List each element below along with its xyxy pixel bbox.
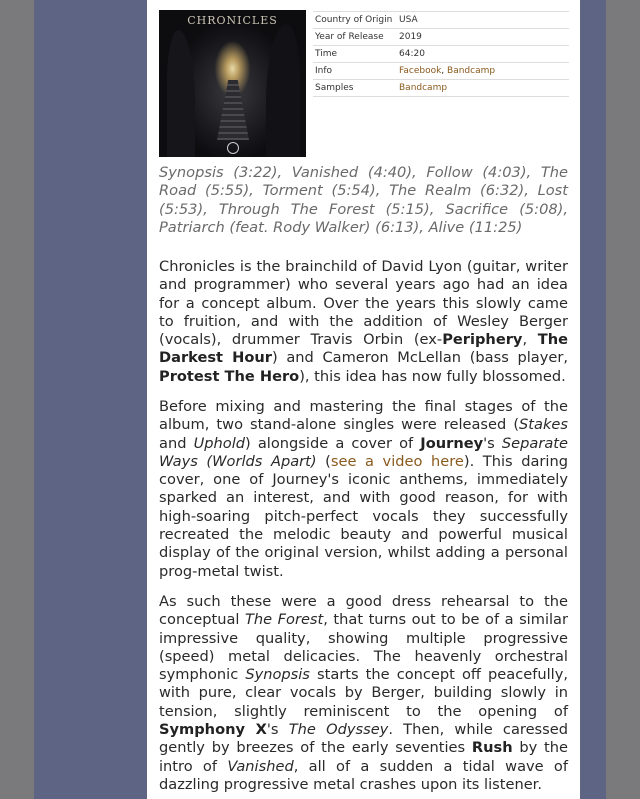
text-run: , all of a sudden a tidal wave of dazzling progressive metal crashes upon its listener. xyxy=(159,757,568,793)
video-link[interactable]: see a video here xyxy=(330,452,464,470)
text-run: 's xyxy=(266,721,289,739)
text-run: ) alongside a cover of xyxy=(245,434,421,452)
info-label: Time xyxy=(313,46,397,63)
album-info-table xyxy=(313,11,569,97)
song-title: Synopsis xyxy=(245,666,310,684)
song-title: Vanished xyxy=(227,757,294,775)
band-name: Rush xyxy=(471,739,513,757)
text-run: by the intro of xyxy=(159,739,568,775)
info-value: 2019 xyxy=(397,29,569,46)
album-cover xyxy=(159,10,306,157)
cover-logo-icon xyxy=(227,142,239,154)
facebook-link[interactable]: Facebook xyxy=(399,66,442,76)
info-label: Info xyxy=(313,63,397,80)
band-name: The Darkest Hour xyxy=(159,331,568,367)
album-title: The Forest xyxy=(244,611,324,629)
paragraph-review xyxy=(159,593,568,794)
cover-title: CHRONICLES xyxy=(187,14,278,27)
text-run: Before mixing and mastering the final stages of the album, two stand-alone singles were released ( xyxy=(159,398,568,434)
text-run: . Then, while caressed gently by breezes of the early seventies xyxy=(159,721,568,757)
band-name: Symphony X xyxy=(159,721,267,739)
text-run: As such these were a good dress rehearsal to the conceptual xyxy=(159,593,568,629)
text-run: , xyxy=(522,331,538,349)
review-article xyxy=(147,0,580,799)
text-run: ) and Cameron McLellan (bass player, xyxy=(271,349,568,367)
info-row-year xyxy=(313,29,569,46)
info-links: Facebook, Bandcamp xyxy=(397,63,569,80)
text-run: ( xyxy=(316,452,331,470)
band-name: Periphery xyxy=(442,331,523,349)
info-links xyxy=(397,80,569,97)
info-row-country xyxy=(313,12,569,29)
paragraph-singles xyxy=(159,398,568,581)
text-run: Chronicles is the brainchild of David Lyon (guitar, writer and programmer) who several years ago had an idea for a concept album. Over the years this slowly came to fruition, and with the addition of Wesley Berger (vocals), drummer Travis Orbin (ex- xyxy=(159,258,568,349)
song-title: Stakes xyxy=(519,416,568,434)
text-run: ). This daring cover, one of Journey's iconic anthems, immediately sparked an interest, and with good reason, for with high-soaring pitch-perfect vocals they successfully recreated the melodic beauty and powerful musical display of the original version, whilst adding a personal prog-metal twist. xyxy=(159,452,568,580)
song-title: Uphold xyxy=(193,434,246,452)
info-label: Year of Release xyxy=(313,29,397,46)
info-value: 64:20 xyxy=(397,46,569,63)
text-run: starts the concept off peacefully, with pure, clear vocals by Berger, building slowly in tension, slightly reminiscent to the opening of xyxy=(159,666,568,720)
tracklist: Synopsis (3:22), Vanished (4:40), Follow (4:03), The Road (5:55), Torment (5:54), The Realm (6:32), Lost (5:53), Through The Forest (5:15), Sacrifice (5:08), Patriarch (feat. Rody Walker) (6:13), Alive (11:25) xyxy=(159,164,568,236)
text-run: and xyxy=(159,434,194,452)
paragraph-intro xyxy=(159,258,568,386)
cover-tree-left xyxy=(167,30,195,157)
samples-bandcamp-link[interactable]: Bandcamp xyxy=(399,83,448,93)
info-row-info xyxy=(313,63,569,80)
band-name: Protest The Hero xyxy=(159,367,300,385)
text-run: ), this idea has now fully blossomed. xyxy=(299,367,566,385)
cover-tree-right xyxy=(266,24,300,157)
album-title: The Odyssey xyxy=(288,721,389,739)
info-row-samples xyxy=(313,80,569,97)
text-run: 's xyxy=(483,434,502,452)
info-label: Samples xyxy=(313,80,397,97)
text-run: , that turns out to be of a similar impressive quality, showing multiple progressive (speed) metal delicacies. The heavenly orchestral symphonic xyxy=(159,611,568,684)
cover-stairs xyxy=(217,80,249,140)
info-row-time xyxy=(313,46,569,63)
band-name: Journey xyxy=(420,434,484,452)
bandcamp-link[interactable]: Bandcamp xyxy=(447,66,496,76)
info-label: Country of Origin xyxy=(313,12,397,29)
song-title: Separate Ways (Worlds Apart) xyxy=(159,434,568,470)
info-value: USA xyxy=(397,12,569,29)
